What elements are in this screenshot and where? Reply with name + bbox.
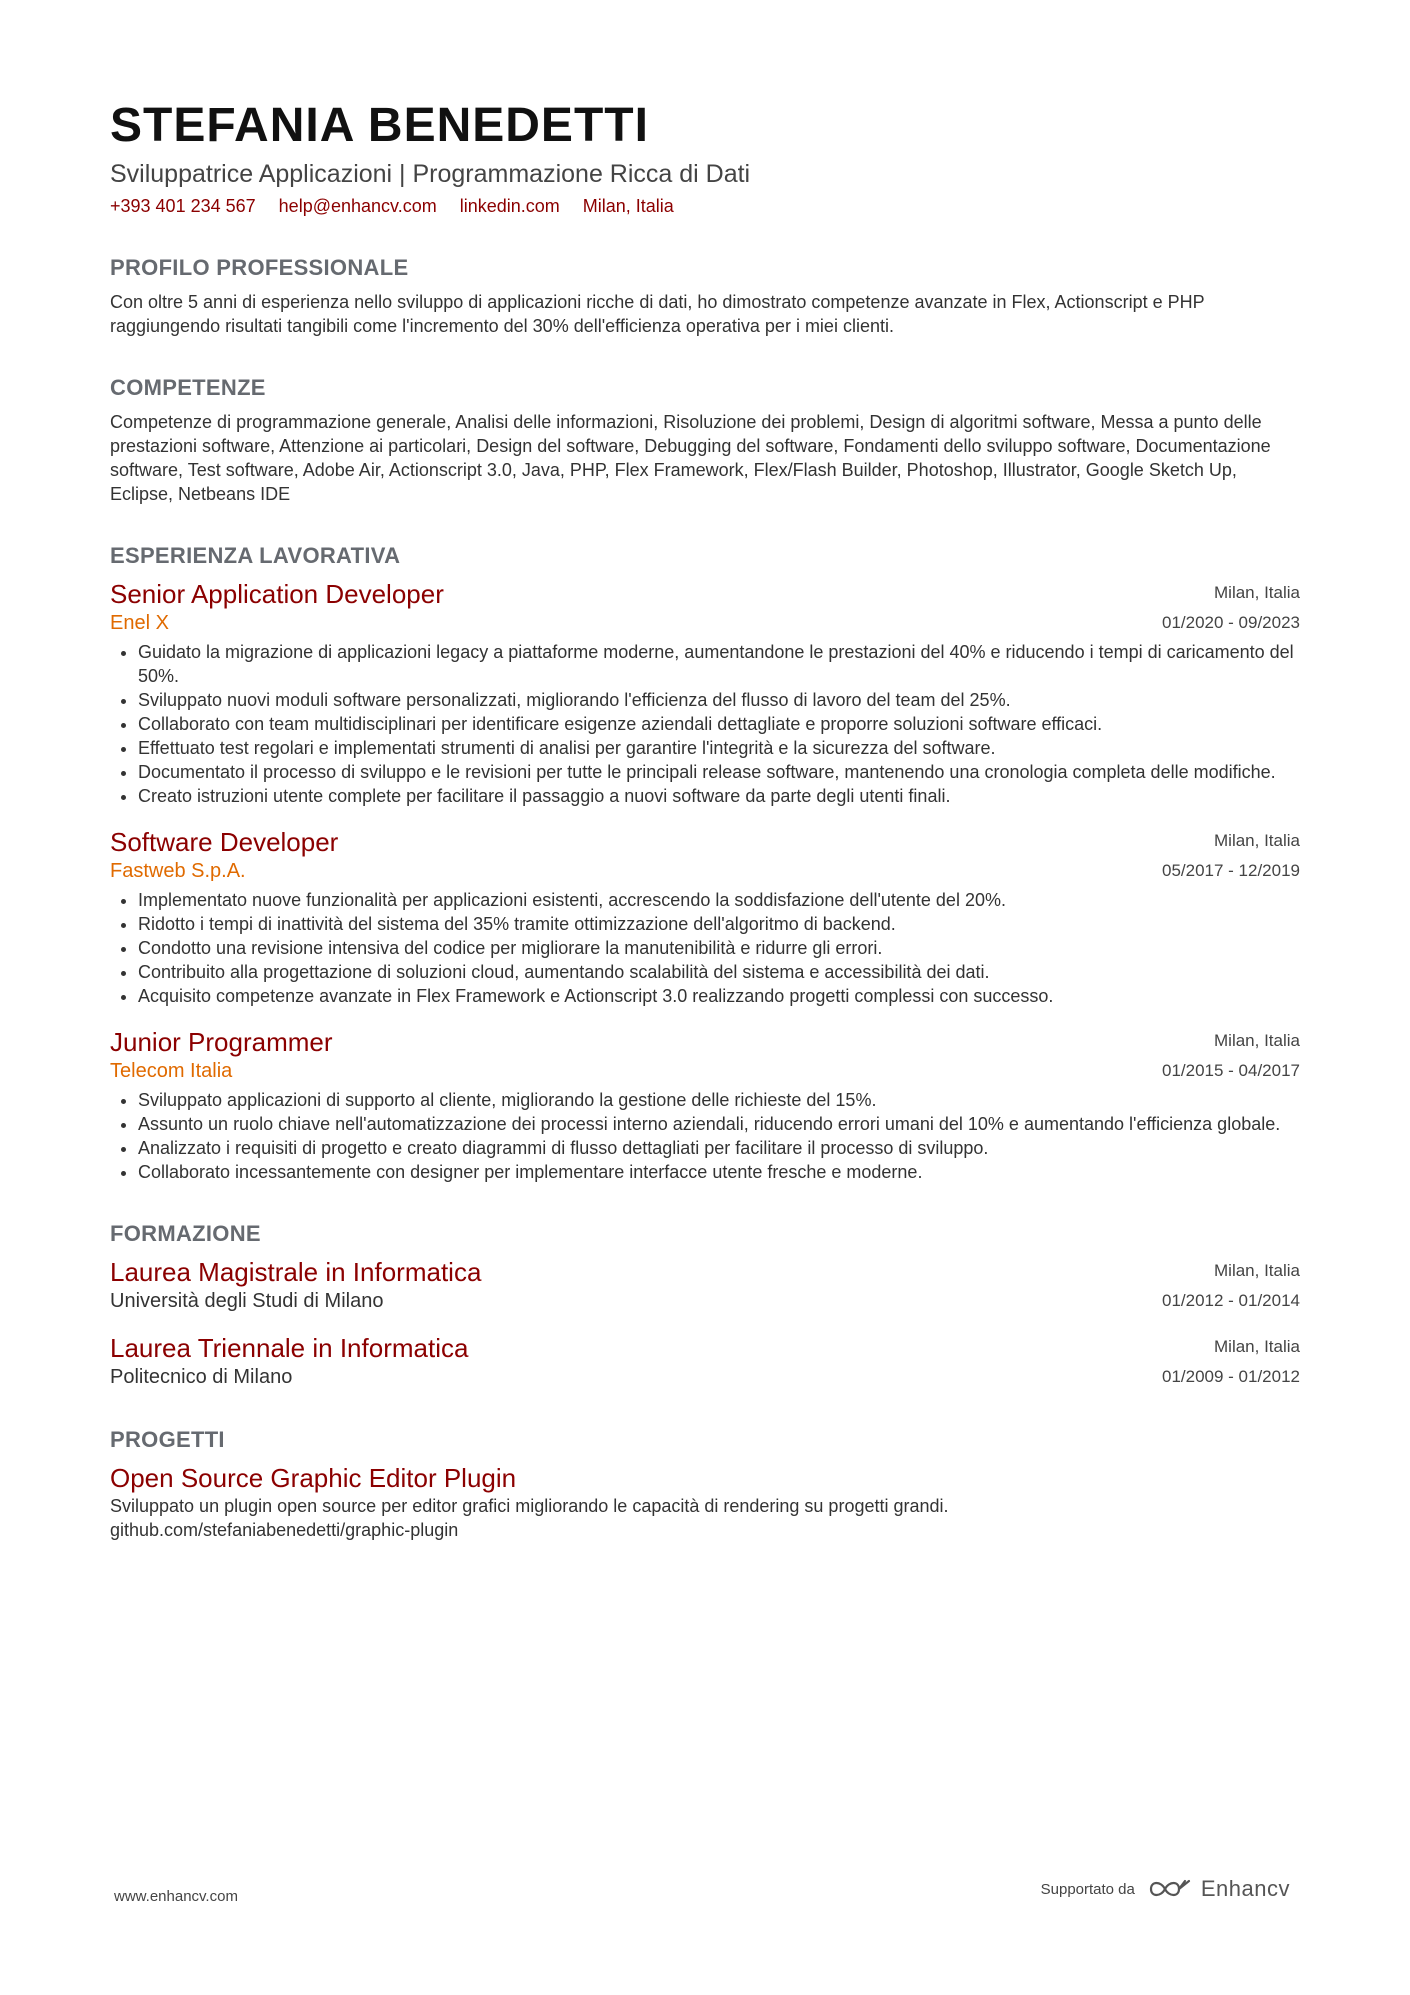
profile-section [110,254,1300,338]
enhancv-logo-icon [1147,1877,1193,1901]
job-bullet: • Analizzato i requisiti di progetto e creato diagrammi di flusso dettagliati per facilitare il processo di sviluppo. [138,1136,1300,1160]
education-header [110,1332,1300,1390]
contact-email[interactable]: help@enhancv.com [278,196,437,216]
section-title-experience: ESPERIENZA LAVORATIVA [110,543,401,568]
contact-linkedin[interactable]: linkedin.com [459,196,560,216]
job-header [110,826,1300,884]
job-location: Milan, Italia [1214,831,1300,850]
footer-powered-by [1041,1876,1290,1902]
job-bullets [110,888,1300,1008]
job-bullets [110,1088,1300,1184]
job-header [110,578,1300,636]
project-link[interactable]: github.com/stefaniabenedetti/graphic-plugin [110,1520,459,1540]
job-role: Junior Programmer [110,1027,333,1057]
job-bullet: • Guidato la migrazione di applicazioni legacy a piattaforme moderne, aumentandone le prestazioni del 40% e riducendo i tempi di caricamento del 50%. [138,640,1300,688]
education-degree: Laurea Magistrale in Informatica [110,1257,482,1287]
education-entry [110,1256,1300,1314]
job-role: Senior Application Developer [110,579,444,609]
job-bullet: • Assunto un ruolo chiave nell'automatizzazione dei processi interno aziendali, riducendo errori umani del 10% e aumentando l'efficienza globale. [138,1112,1300,1136]
job-location: Milan, Italia [1214,1031,1300,1050]
section-title-profile: PROFILO PROFESSIONALE [110,255,409,280]
powered-by-label: Supportato da [1040,1880,1135,1898]
job-header [110,1026,1300,1084]
candidate-name: STEFANIA BENEDETTI [110,99,649,152]
job-bullet: • Documentato il processo di sviluppo e le revisioni per tutte le principali release software, mantenendo una cronologia completa delle modifiche. [138,760,1300,784]
projects-section [110,1426,1300,1542]
job-company: Fastweb S.p.A. [110,860,246,882]
job-bullet: • Collaborato incessantemente con designer per implementare interfacce utente fresche e moderne. [138,1160,1300,1184]
job-bullet: • Implementato nuove funzionalità per applicazioni esistenti, accrescendo la soddisfazione dell'utente del 20%. [138,888,1300,912]
job-location: Milan, Italia [1214,583,1300,602]
section-title-education: FORMAZIONE [110,1221,261,1246]
job-bullet: • Condotto una revisione intensiva del codice per migliorare la manutenibilità e ridurre gli errori. [138,936,1300,960]
job-bullet: • Ridotto i tempi di inattività del sistema del 35% tramite ottimizzazione dell'algoritmo di backend. [138,912,1300,936]
job-bullet: • Effettuato test regolari e implementati strumenti di analisi per garantire l'integrità e la sicurezza del software. [138,736,1300,760]
footer-website[interactable]: www.enhancv.com [114,1888,238,1905]
section-title-projects: PROGETTI [110,1427,225,1452]
job-entry [110,578,1300,808]
education-location: Milan, Italia [1214,1337,1300,1356]
project-description: Sviluppato un plugin open source per editor grafici migliorando le capacità di rendering su progetti grandi. [110,1496,949,1516]
job-bullet: • Acquisito competenze avanzate in Flex Framework e Actionscript 3.0 realizzando progetti complessi con successo. [138,984,1300,1008]
profile-text: Con oltre 5 anni di esperienza nello sviluppo di applicazioni ricche di dati, ho dimostrato competenze avanzate in Flex, Actionscript e PHP raggiungendo risultati tangibili come l'incremento del 30% dell'efficienza operativa per i miei clienti. [110,292,1205,336]
job-company: Enel X [110,612,169,634]
job-entry [110,826,1300,1008]
contact-phone[interactable]: +393 401 234 567 [110,196,256,216]
job-dates: 01/2015 - 04/2017 [1161,1061,1300,1080]
skills-text: Competenze di programmazione generale, Analisi delle informazioni, Risoluzione dei problemi, Design di algoritmi software, Messa a punto delle prestazioni software, Attenzione ai particolari, Design del software, Debugging del software, Fondamenti dello sviluppo software, Documentazione software, Test software, Adobe Air, Actionscript 3.0, Java, PHP, Flex Framework, Flex/Flash Builder, Photoshop, Illustrator, Google Sketch Up, Eclipse, Netbeans IDE [110,412,1271,504]
job-dates: 05/2017 - 12/2019 [1161,861,1300,880]
job-dates: 01/2020 - 09/2023 [1161,613,1300,632]
skills-section [110,374,1300,506]
enhancv-brand-text: Enhancv [1200,1876,1290,1901]
education-school: Politecnico di Milano [110,1366,293,1388]
section-title-skills: COMPETENZE [110,375,266,400]
job-bullet: • Collaborato con team multidisciplinari per identificare esigenze aziendali dettagliate e proporre soluzioni software efficaci. [138,712,1300,736]
contact-location: Milan, Italia [582,196,674,216]
project-title: Open Source Graphic Editor Plugin [110,1463,517,1493]
education-entry [110,1332,1300,1390]
job-bullet: • Contribuito alla progettazione di soluzioni cloud, aumentando scalabilità del sistema e accessibilità dei dati. [138,960,1300,984]
job-bullet: • Sviluppato applicazioni di supporto al cliente, migliorando la gestione delle richieste del 15%. [138,1088,1300,1112]
education-section [110,1220,1300,1390]
education-degree: Laurea Triennale in Informatica [110,1333,469,1363]
education-school: Università degli Studi di Milano [110,1290,384,1312]
job-company: Telecom Italia [110,1060,233,1082]
candidate-headline: Sviluppatrice Applicazioni | Programmazione Ricca di Dati [110,160,751,188]
project-entry [110,1462,1300,1542]
job-bullets [110,640,1300,808]
job-bullet: • Sviluppato nuovi moduli software personalizzati, migliorando l'efficienza del flusso di lavoro del team del 25%. [138,688,1300,712]
contact-line [110,194,1300,218]
experience-section [110,542,1300,1184]
education-dates: 01/2012 - 01/2014 [1161,1291,1300,1310]
job-role: Software Developer [110,827,339,857]
education-header [110,1256,1300,1314]
education-location: Milan, Italia [1214,1261,1300,1280]
job-entry [110,1026,1300,1184]
job-bullet: • Creato istruzioni utente complete per facilitare il passaggio a nuovi software da parte degli utenti finali. [138,784,1300,808]
education-dates: 01/2009 - 01/2012 [1161,1367,1300,1386]
